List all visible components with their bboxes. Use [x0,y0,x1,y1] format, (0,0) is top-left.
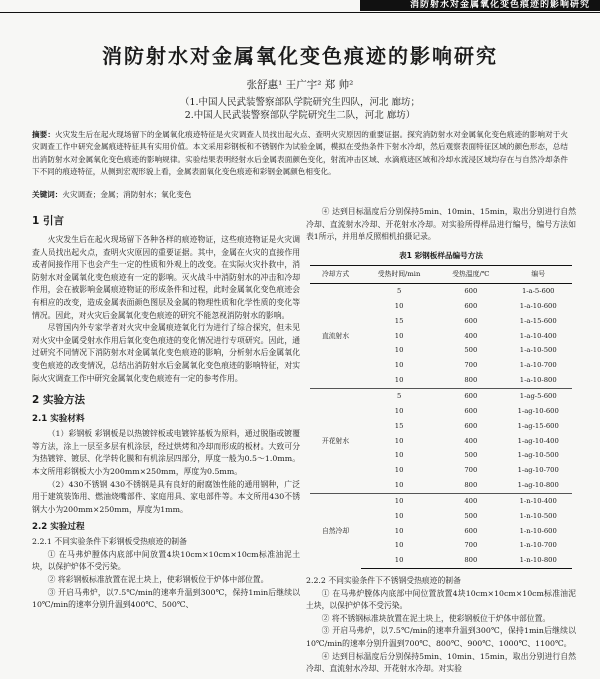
sample-id-cell: 1-n-10-500 [519,511,557,520]
heating-time-cell: 10 [361,493,437,508]
heating-temp-cell: 400 [437,493,504,508]
keywords-text: 火灾调查；金属；消防射水；氧化变色 [62,190,192,199]
cooling-method-cell: 直流射水 [321,331,350,340]
table-1-caption: 表1 彩钢板样品编号方法 [399,250,483,260]
section-2-2-1-heading: 2.2.1 不同实验条件下彩钢板受热痕迹的制备 [32,537,187,547]
authors: 张舒惠¹ 王广宇² 郑 帅² [246,79,354,91]
table-row [310,493,572,508]
heating-time-cell: 10 [361,553,437,568]
procedure-step-3: ③ 开启马弗炉，以7.5℃/min的速率升温到300℃，保持1min后继续以10℃/min的速率分别升温到400℃、500℃、 [32,587,300,610]
steel-step-3: ③ 开启马弗炉，以7.5℃/min的速率升温到300℃，保持1min后继续以10℃/min的速率分别升温到700℃、800℃、900℃、1000℃、1100℃。 [306,626,576,648]
procedure-step-1: ① 在马弗炉膛体内底部中间放置4块10cm×10cm×10cm标准油泥土块，以保护炉体不受污染。 [32,549,300,572]
sample-id-cell: 1-n-10-600 [519,526,557,535]
cooling-method-cell: 自然冷却 [310,493,361,568]
procedure-step-4: ④ 达到目标温度后分别保持5min、10min、15min，取出分别进行自然冷却、直流射水冷却、开花射水冷却。对实验所得样品进行编号，编号方法如表1所示，并用单反照相机拍摄记录。 [306,207,576,242]
sample-id-cell: 1-a-10-400 [519,331,557,340]
sample-id-cell: 1-n-10-800 [504,553,572,568]
section-2-2-2-heading: 2.2.2 不同实验条件下不锈钢受热痕迹的制备 [306,576,461,585]
table-header-cell: 编号 [504,266,572,284]
abstract [32,129,568,179]
heating-temp-cell: 500 [464,511,478,520]
heating-time-cell: 5 [396,287,402,296]
table-header-row [310,266,572,284]
heating-temp-cell: 800 [437,553,504,568]
table-row [310,283,572,298]
heating-temp-cell: 700 [464,541,478,550]
table-header-cell: 受热时间/min [361,266,437,284]
sample-id-cell: 1-ag-15-600 [517,421,559,430]
heating-temp-cell: 500 [464,346,478,355]
heating-time-cell: 10 [394,541,404,550]
sample-id-cell: 1-n-10-700 [519,541,557,550]
sample-id-cell: 1-ag-10-500 [517,451,559,460]
heating-temp-cell: 500 [464,451,478,460]
sample-id-cell: 1-ag-10-700 [517,466,559,475]
heating-time-cell: 10 [394,331,404,340]
sample-id-cell: 1-a-10-700 [519,361,557,370]
heating-time-cell: 10 [394,376,404,385]
paper-title: 消防射水对金属氧化变色痕迹的影响研究 [102,44,498,68]
abstract-label: 摘要： [32,130,55,139]
heating-temp-cell: 800 [464,376,478,385]
heating-temp-cell: 700 [464,466,478,475]
heating-time-cell: 10 [394,511,404,520]
steel-step-2: ② 将不锈钢标准块放置在泥土块上，使彩钢板位于炉体中部位置。 [321,613,551,623]
heating-time-cell: 10 [394,346,404,355]
heating-time-cell: 10 [394,466,404,475]
material-paragraph-2: （2）430不锈钢 430不锈钢是具有良好的耐腐蚀性能的通用钢种，广泛用于建筑装饰用、燃油烧嘴部件、家庭用具、家电部件等。本文所用430不锈钢大小为200mm×250mm，厚度为1mm。 [32,479,300,514]
sample-id-cell: 1-ag-10-600 [517,406,559,415]
keywords [32,189,568,200]
sample-id-cell: 1-ag-10-400 [517,436,559,445]
table-row [310,388,572,403]
running-header-title: 消防射水对金属氧化变色痕迹的影响研究 [409,0,590,10]
heating-time-cell: 10 [394,451,404,460]
table-header-cell: 受热温度/℃ [437,266,504,284]
affiliation-1: （1.中国人民武装警察部队学院研究生四队，河北 廊坊； [179,97,421,108]
running-header [0,0,600,13]
sample-id-cell: 1-a-15-600 [519,316,557,325]
heating-temp-cell: 400 [464,331,478,340]
heating-time-cell: 10 [394,301,404,310]
sample-id-cell: 1-ag-10-800 [517,481,559,490]
cooling-method-cell: 开花射水 [310,388,361,493]
affiliation-2: 2.中国人民武装警察部队学院研究生二队，河北 廊坊） [184,110,416,121]
heating-temp-cell: 700 [464,361,478,370]
material-paragraph-1: （1）彩钢板 彩钢板是以热镀锌板或电镀锌基板为原料，通过脱脂或镀覆等方法，涂上一层至多层有机涂层，经过烘烤和冷却而形成的板材。大致可分为热镀锌、镀层、化学转化膜和有机涂层四部分，厚度一般为0.5～1.0mm。本文所用彩钢板大小为200mm×250mm，厚度为0.5mm。 [32,429,300,476]
intro-paragraph-1: 火灾发生后在起火现场留下各种各样的痕迹物证，这些痕迹物证是火灾调查人员找出起火点，查明火灾原因的重要证据。其中，金属在火灾的直接作用或者间接作用下也会产生一定的性质和外观上的改变。在实际火灾扑救中，消防射水对金属氧化变色痕迹有一定的影响。灭火战斗中消防射水的冲击和冷却作用，会在被影响金属痕迹物证的形成条件和过程，此时金属氧化变色痕迹会有相应的改变，造成金属表面颜色图层及金属的物理性质和化学性质的变化等情况。因此，对火灾后金属氧化变色痕迹的研究不能忽视消防射水的影响。 [32,235,300,320]
table-header-cell: 冷却方式 [310,266,361,284]
heating-temp-cell: 600 [464,526,478,535]
left-column [32,206,300,612]
heating-temp-cell: 600 [464,301,478,310]
sample-id-cell: 1-a-10-800 [519,376,557,385]
right-column [306,206,576,676]
sample-id-cell: 1-a-10-500 [519,346,557,355]
heating-time-cell: 15 [394,421,404,430]
heating-time-cell: 5 [361,388,437,403]
heating-time-cell: 15 [394,316,404,325]
heating-temp-cell: 600 [437,388,504,403]
section-1-heading: 1 引言 [32,215,64,227]
table-1 [310,265,572,569]
table-body [310,283,572,568]
intro-paragraph-2: 尽管国内外专家学者对火灾中金属痕迹氧化行为进行了综合探究，但未见对火灾中金属受射水作用后氧化变色痕迹的变化情况进行专项研究。因此，通过研究不同情况下消防射水对金属氧化变色痕迹的影响，分析射水后金属氧化变色痕迹的改变情况，总结出消防射水后金属氧化变色痕迹的影响特征，对实际火灾调查工作中研究金属氧化变色痕迹有一定的参考作用。 [32,323,300,383]
heating-time-cell: 10 [394,361,404,370]
sample-id-cell: 1-ag-5-600 [504,388,572,403]
section-2-1-heading: 2.1 实验材料 [32,414,85,425]
heating-time-cell: 10 [394,406,404,415]
keywords-label: 关键词： [32,190,63,199]
steel-step-4: ④ 达到目标温度后分别保持5min、10min、15min，取出分别进行自然冷却、直流射水冷却、开花射水冷却。对实验 [306,651,576,674]
procedure-step-2: ② 将彩钢板标准放置在泥土块上，使彩钢板位于炉体中部位置。 [47,575,269,585]
sample-id-cell: 1-n-10-400 [504,493,572,508]
abstract-text: 火灾发生后在起火现场留下的金属氧化痕迹特征是火灾调查人员找出起火点、查明火灾原因的重要证据。探究消防射水对金属氧化变色痕迹的影响对于火灾调查工作中研究金属痕迹特征具有实用价值。本文采用彩钢板和不锈钢作为试验金属，模拟在受热条件下射水冷却，然后观察表面特征区域的颜色形态，总结出消防射水对金属氧化变色痕迹的影响规律。实验结果表明经射水后金属表面颜色变化，射流冲击区域、水滴痕迹区域和冷却水流浸区域均存在与自然冷却条件下不同的痕迹特征，从侧到宏观形貌上看，金属表面氧化变色痕迹和彩钢金属颜色相变化。 [32,130,569,177]
heating-temp-cell: 600 [464,287,478,296]
heating-temp-cell: 800 [464,481,478,490]
heating-temp-cell: 600 [464,406,478,415]
heating-temp-cell: 400 [464,436,478,445]
section-2-2-heading: 2.2 实验过程 [32,522,85,533]
heating-time-cell: 10 [394,526,404,535]
heating-time-cell: 10 [394,436,404,445]
steel-step-1: ① 在马弗炉膛体内底部中间位置放置4块10cm×10cm×10cm标准油泥土块，以保护炉体不受污染。 [306,588,576,611]
sample-id-cell: 1-a-10-600 [519,301,557,310]
heating-temp-cell: 600 [464,316,478,325]
section-2-heading: 2 实验方法 [32,394,85,407]
heating-time-cell: 10 [394,481,404,490]
sample-id-cell: 1-a-5-600 [521,287,555,296]
heating-temp-cell: 600 [464,421,478,430]
